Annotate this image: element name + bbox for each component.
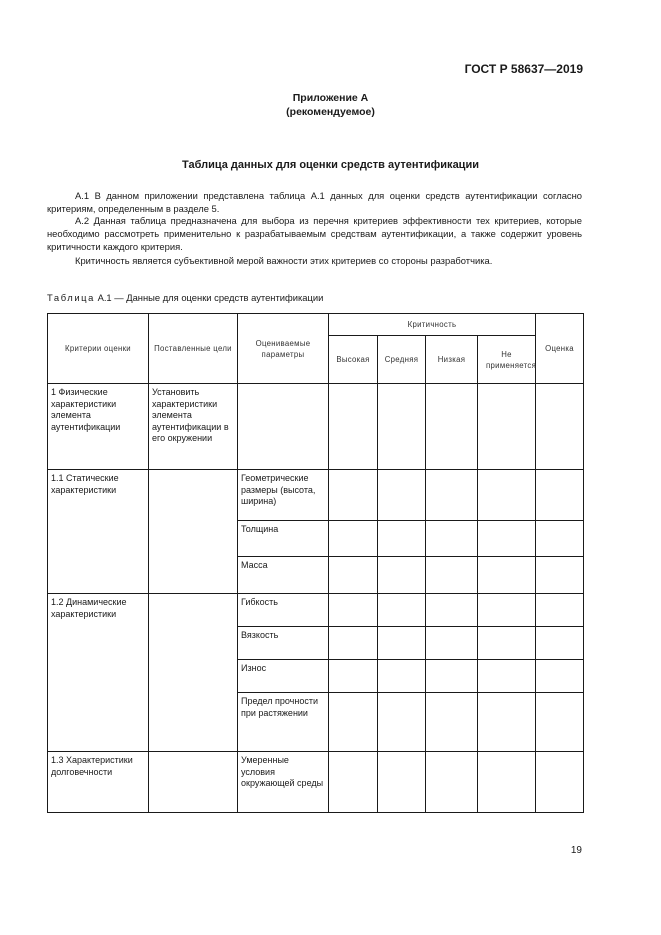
table-caption-prefix: Таблица <box>47 292 95 303</box>
standard-code: ГОСТ Р 58637—2019 <box>464 62 583 76</box>
param-cell: Износ <box>238 660 329 693</box>
goal-cell: Установить характеристики элемента аутентификации в его окружении <box>149 384 238 470</box>
annex-title: Приложение А <box>292 92 369 104</box>
table-caption <box>47 292 323 303</box>
header-high: Высокая <box>329 336 378 384</box>
criterion-cell: 1 Физические характеристики элемента аутентификации <box>48 384 149 470</box>
table-row <box>48 594 584 627</box>
page-number: 19 <box>570 845 582 856</box>
paragraph-a1 <box>47 189 582 215</box>
section-title: Таблица данных для оценки средств аутентификации <box>182 159 479 171</box>
table-row <box>48 384 584 470</box>
criterion-cell: 1.2 Динамические характеристики <box>48 594 149 752</box>
param-cell: Умеренные условия окружающей среды <box>238 752 329 813</box>
paragraph-criticality-text: Критичность является субъективной мерой важности этих критериев со стороны разработчика. <box>75 255 493 266</box>
header-criteria: Критерии оценки <box>48 314 149 384</box>
table-row <box>48 470 584 521</box>
header-params: Оцениваемые параметры <box>238 314 329 384</box>
annex-heading <box>0 91 661 119</box>
param-cell: Вязкость <box>238 627 329 660</box>
param-cell: Геометрические размеры (высота, ширина) <box>238 470 329 521</box>
paragraph-a1-text: А.1 В данном приложении представлена таблица А.1 данных для оценки средств аутентификации согласно критериям, определенным в разделе 5. <box>47 190 582 215</box>
evaluation-table <box>47 313 584 813</box>
param-cell: Гибкость <box>238 594 329 627</box>
criterion-cell: 1.1 Статические характеристики <box>48 470 149 594</box>
table-row <box>48 752 584 813</box>
paragraph-a2-text: А.2 Данная таблица предназначена для выбора из перечня критериев эффективности тех критериев, которые необходимо рассмотреть применительно к разрабатываемым средствам аутентификации, а также содержит уровень критичности каждого критерия. <box>47 215 582 253</box>
header-medium: Средняя <box>378 336 426 384</box>
table-caption-text: А.1 — Данные для оценки средств аутентификации <box>97 292 324 303</box>
header-not-applicable: Не применяется <box>478 336 536 384</box>
table-header-row <box>48 314 584 336</box>
header-goals: Поставленные цели <box>149 314 238 384</box>
annex-status: (рекомендуемое) <box>286 106 375 118</box>
criterion-cell: 1.3 Характеристики долговечности <box>48 752 149 813</box>
paragraph-criticality <box>47 254 582 267</box>
paragraph-a2 <box>47 214 582 254</box>
header-score: Оценка <box>536 314 584 384</box>
header-criticality: Критичность <box>329 314 536 336</box>
param-cell: Предел прочности при растяжении <box>238 693 329 752</box>
param-cell: Толщина <box>238 521 329 557</box>
param-cell: Масса <box>238 557 329 594</box>
header-low: Низкая <box>426 336 478 384</box>
